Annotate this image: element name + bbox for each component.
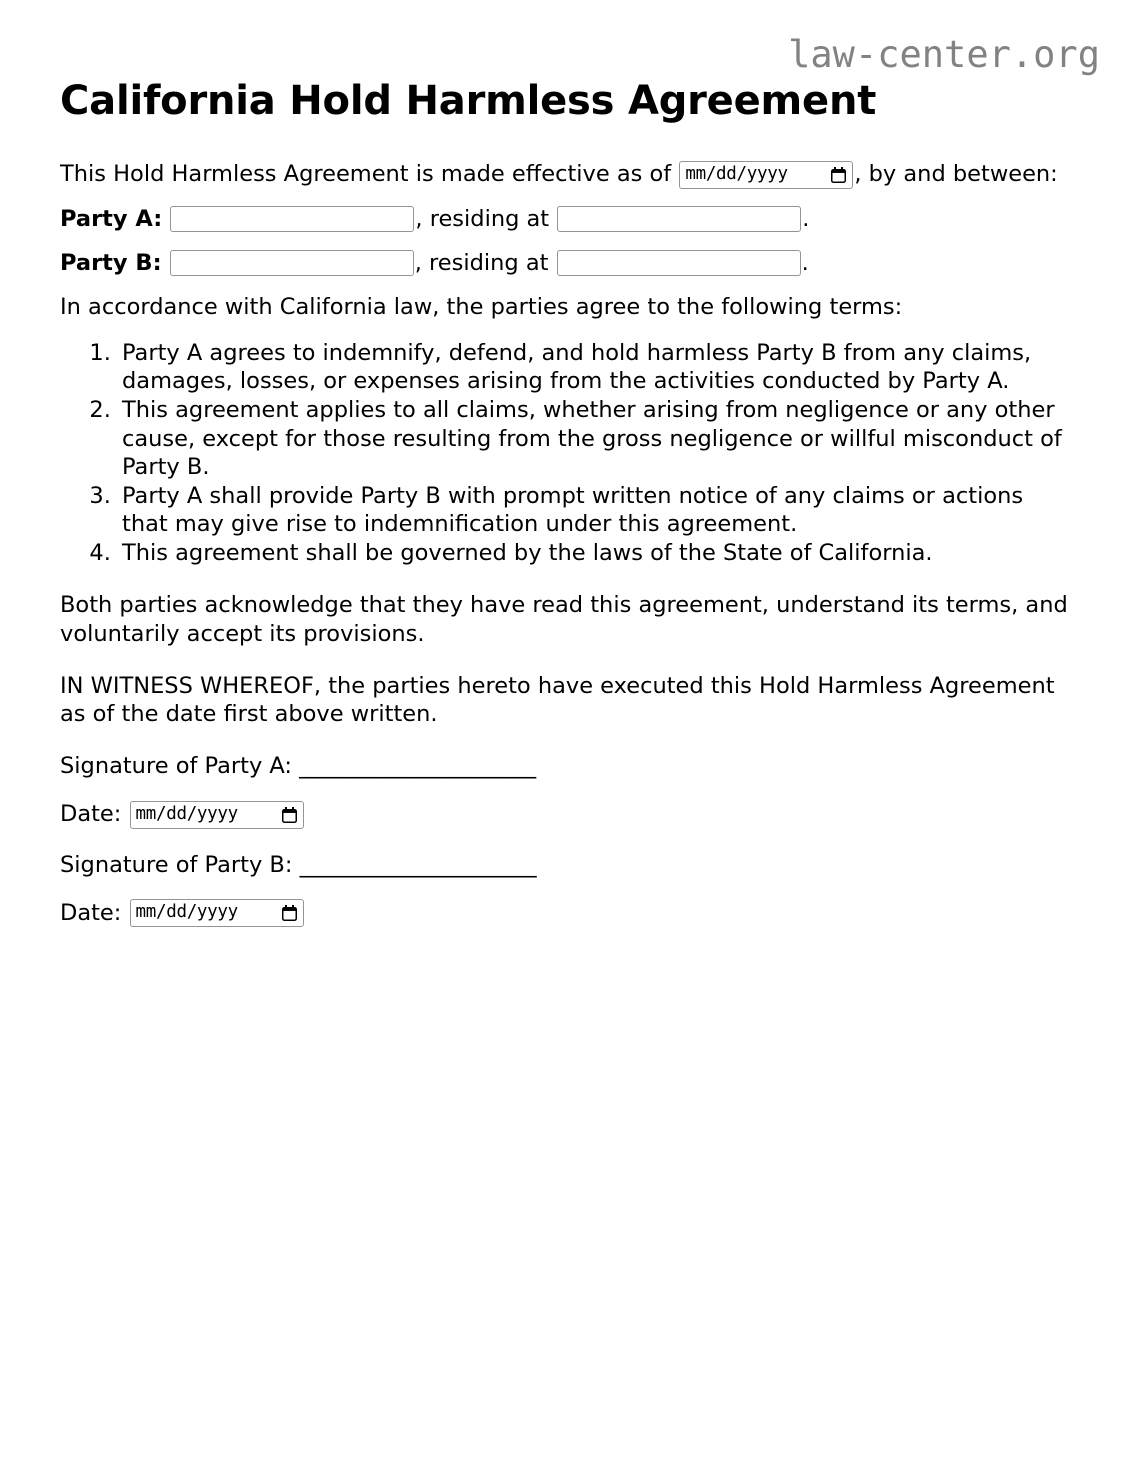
date-party-a-placeholder: mm/dd/yyyy — [135, 803, 238, 824]
calendar-icon[interactable] — [282, 905, 297, 921]
party-a-period: . — [802, 205, 810, 232]
signature-party-b-row — [60, 851, 1070, 879]
calendar-icon[interactable] — [282, 807, 297, 823]
terms-list — [60, 339, 1070, 568]
party-b-label: Party B: — [60, 249, 162, 276]
terms-intro-paragraph: In accordance with California law, the parties agree to the following terms: — [60, 293, 903, 320]
acknowledgement-paragraph: Both parties acknowledge that they have read this agreement, understand its terms, and voluntarily accept its provisions. — [60, 592, 1068, 647]
date-party-a-input[interactable] — [130, 801, 304, 829]
intro-text-after-date: , by and between: — [854, 161, 1058, 187]
page-title: California Hold Harmless Agreement — [60, 78, 877, 124]
party-b-address-input[interactable] — [557, 250, 801, 276]
party-b-residing-text: , residing at — [414, 249, 549, 276]
effective-date-paragraph — [60, 160, 1070, 189]
site-watermark: law-center.org — [788, 33, 1100, 76]
calendar-icon[interactable] — [831, 167, 846, 183]
document-body — [60, 160, 1070, 949]
party-b-name-input[interactable] — [170, 250, 414, 276]
list-item: 2. This agreement applies to all claims, whether arising from negligence or any other cause, except for those resulting from the gross negligence or willful misconduct of Party B. — [118, 396, 1070, 482]
date-party-a-label: Date: — [60, 801, 122, 827]
signature-party-b-line[interactable]: ______________________ — [299, 851, 537, 878]
effective-date-placeholder: mm/dd/yyyy — [685, 163, 788, 184]
signature-party-a-row — [60, 752, 1070, 780]
list-item: 3. Party A shall provide Party B with prompt written notice of any claims or actions that may give rise to indemnification under this agreement. — [118, 482, 1070, 539]
signature-party-a-label: Signature of Party A: — [60, 752, 292, 779]
party-a-name-input[interactable] — [170, 206, 414, 232]
signature-party-a-line[interactable]: ______________________ — [299, 752, 536, 779]
date-party-b-row — [60, 899, 1070, 928]
party-a-residing-text: , residing at — [415, 205, 550, 232]
party-b-period: . — [801, 249, 809, 276]
party-a-address-input[interactable] — [557, 206, 801, 232]
date-party-b-input[interactable] — [130, 899, 304, 927]
intro-text-before-date: This Hold Harmless Agreement is made effective as of — [60, 161, 672, 187]
signature-party-b-label: Signature of Party B: — [60, 851, 293, 878]
party-a-row — [60, 205, 1070, 233]
date-party-b-placeholder: mm/dd/yyyy — [135, 902, 238, 923]
witness-paragraph: IN WITNESS WHEREOF, the parties hereto have executed this Hold Harmless Agreement as of the date first above written. — [60, 672, 1055, 727]
date-party-b-label: Date: — [60, 899, 122, 926]
party-a-label: Party A: — [60, 205, 163, 232]
effective-date-input[interactable] — [679, 161, 853, 189]
date-party-a-row — [60, 800, 1070, 829]
party-b-row — [60, 249, 1070, 277]
list-item: 1. Party A agrees to indemnify, defend, and hold harmless Party B from any claims, damages, losses, or expenses arising from the activities conducted by Party A. — [118, 339, 1070, 396]
list-item: 4. This agreement shall be governed by the laws of the State of California. — [118, 539, 1070, 568]
